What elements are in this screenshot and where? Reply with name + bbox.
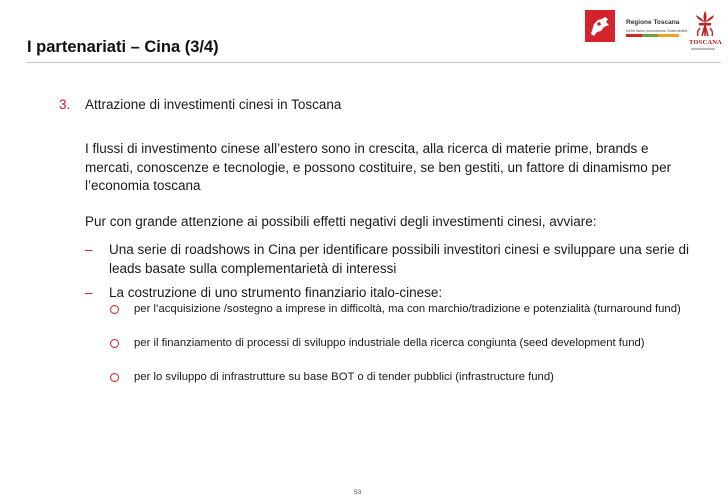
toscana-wordmark: TOSCANA — [689, 39, 723, 46]
dash-bullet: – — [85, 285, 93, 300]
list-item-financial-instrument: La costruzione di uno strumento finanziario italo-cinese: — [109, 285, 443, 300]
slide-title: I partenariati – Cina (3/4) — [27, 38, 219, 56]
circle-bullet-icon — [110, 339, 119, 348]
dash-bullet: – — [85, 242, 93, 257]
toscana-underline — [691, 48, 715, 50]
circle-bullet-icon — [110, 305, 119, 314]
florentine-lily-icon — [694, 10, 716, 38]
section-heading: Attrazione di investimenti cinesi in Toscana — [85, 97, 342, 112]
regione-toscana-name: Regione Toscana — [626, 19, 680, 26]
heading-number: 3. — [59, 97, 71, 112]
sub-item-turnaround-fund: per l’acquisizione /sostegno a imprese in difficoltà, ma con marchio/tradizione e potenzialità (turnaround fund) — [134, 303, 681, 315]
page-number: 53 — [354, 489, 362, 496]
circle-bullet-icon — [110, 373, 119, 382]
paragraph-attention: Pur con grande attenzione ai possibili effetti negativi degli investimenti cinesi, avviare: — [85, 214, 597, 229]
logos-group — [585, 10, 723, 56]
regione-toscana-tagline: Diritti Valori Innovazione Sostenibilità — [626, 29, 688, 33]
title-divider — [26, 62, 721, 63]
list-item-roadshows: Una serie di roadshows in Cina per identificare possibili investitori cinesi e sviluppare una serie di leads basate sulla complementarietà di interessi — [109, 242, 690, 276]
sub-item-seed-development-fund: per il finanziamento di processi di sviluppo industriale della ricerca congiunta (seed development fund) — [134, 337, 645, 349]
tagline-color-bar — [626, 34, 679, 37]
paragraph-investment-flows: I flussi di investimento cinese all’estero sono in crescita, alla ricerca di materie prime, brands e mercati, conoscenze e tecnologie, e possono costituire, se ben gestiti, un fattore di dinamismo per l’economia toscana — [85, 141, 672, 193]
sub-item-infrastructure-fund: per lo sviluppo di infrastrutture su base BOT o di tender pubblici (infrastructure fund) — [134, 371, 554, 383]
regione-toscana-emblem-icon — [585, 10, 615, 42]
